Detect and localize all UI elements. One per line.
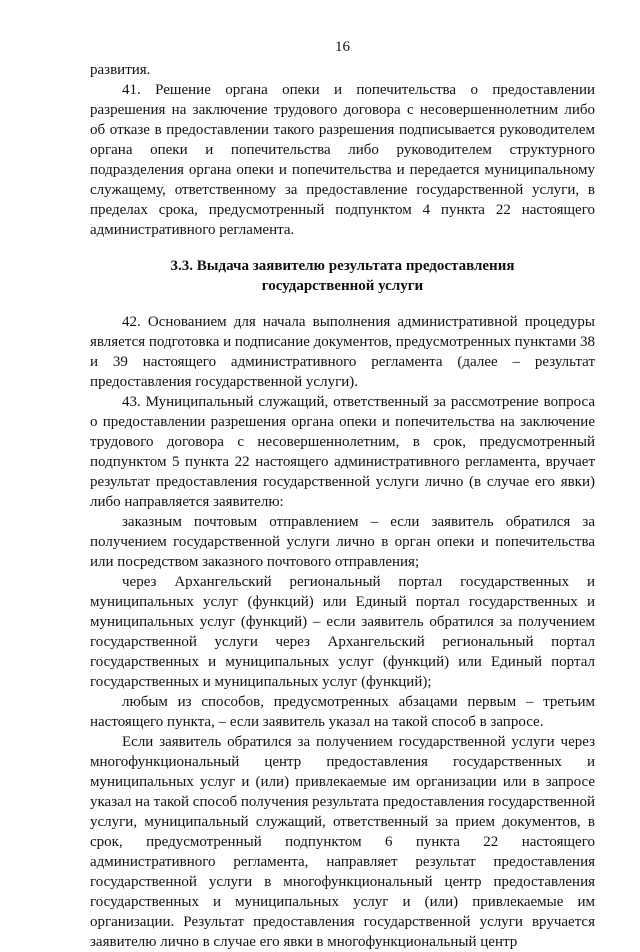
section-heading-line-1: 3.3. Выдача заявителю результата предоставления <box>170 258 515 274</box>
page-number: 16 <box>335 39 350 55</box>
paragraph-continuation: развития. <box>90 62 151 78</box>
paragraph-43-option-any: любым из способов, предусмотренных абзацами первым – третьим настоящего пункта, – если заявитель указал на такой способ в запросе. <box>90 694 595 730</box>
paragraph-41: 41. Решение органа опеки и попечительства о предоставлении разрешения на заключение трудового договора с несовершеннолетним либо об отказе в предоставлении такого разрешения подписывается руководителем органа опеки и попечительства либо руководителем структурного подразделения органа опеки и попечительства и передается муниципальному служащему, ответственному за предоставление государственной услуги, в пределах срока, предусмотренный подпунктом 4 пункта 22 настоящего административного регламента. <box>90 82 595 238</box>
paragraph-mfc: Если заявитель обратился за получением государственной услуги через многофункциональный центр предоставления государственных и муниципальных услуг и (или) привлекаемые им организации или в запросе указал на такой способ получения результата предоставления государственной услуги, муниципальный служащий, ответственный за прием документов, в срок, предусмотренный подпунктом 6 пункта 22 настоящего административного регламента, направляет результат предоставления государственной услуги в многофункциональный центр предоставления государственных и муниципальных услуг и (или) привлекаемые им организации. Результат предоставления государственной услуги вручается заявителю лично в случае его явки в многофункциональный центр <box>90 734 596 950</box>
section-heading-line-2: государственной услуги <box>261 278 424 294</box>
document-body <box>90 60 595 952</box>
paragraph-43: 43. Муниципальный служащий, ответственный за рассмотрение вопроса о предоставлении разрешения органа опеки и попечительства на заключение трудового договора с несовершеннолетним, в срок, предусмотренный подпунктом 5 пункта 22 настоящего административного регламента, вручает результат предоставления государственной услуги лично (в случае его явки) либо направляется заявителю: <box>90 394 595 510</box>
paragraph-42: 42. Основанием для начала выполнения административной процедуры является подготовка и подписание документов, предусмотренных пунктами 38 и 39 настоящего административного регламента (далее – результат предоставления государственной услуги). <box>90 314 595 390</box>
paragraph-43-option-mail: заказным почтовым отправлением – если заявитель обратился за получением государственной услуги лично в орган опеки и попечительства или посредством заказного почтового отправления; <box>90 514 595 570</box>
paragraph-43-option-portal: через Архангельский региональный портал государственных и муниципальных услуг (функций) или Единый портал государственных и муниципальных услуг (функций) – если заявитель обратился за получением государственной услуги через Архангельский региональный портал государственных и муниципальных услуг (функций) или Единый портал государственных и муниципальных услуг (функций); <box>90 574 595 690</box>
section-heading <box>90 256 595 296</box>
